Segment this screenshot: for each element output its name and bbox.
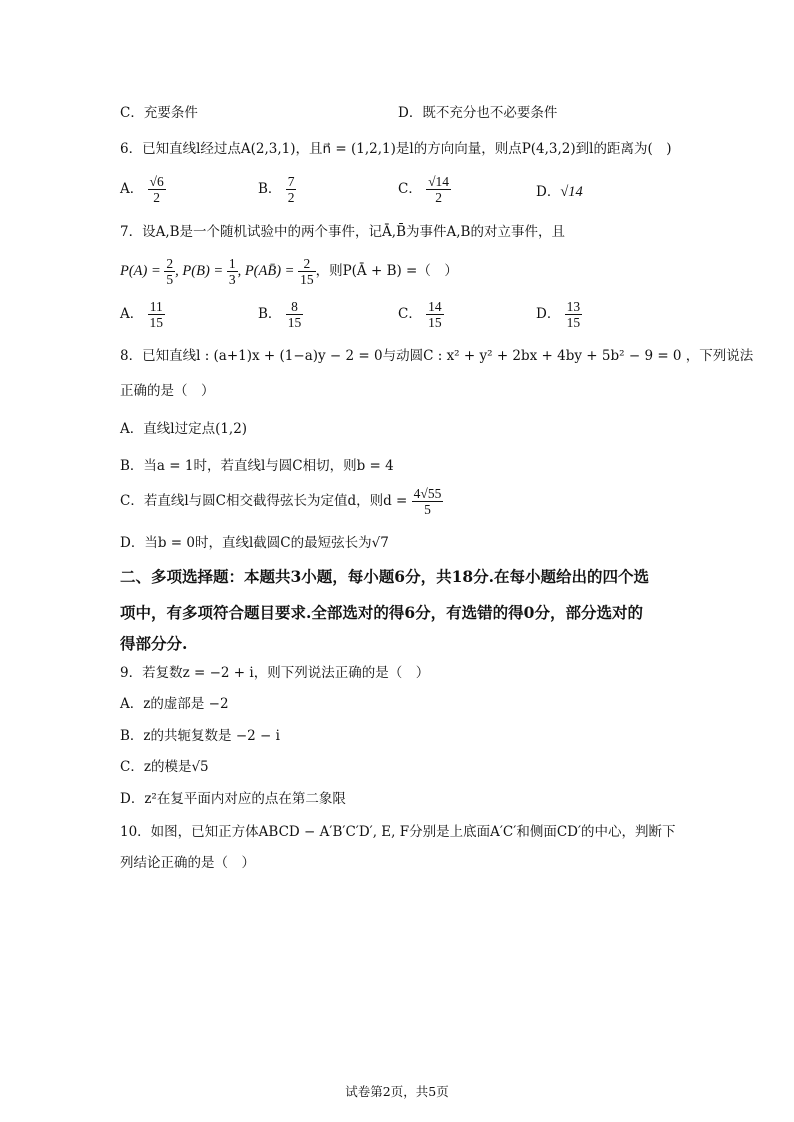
- q7-option-a: [120, 299, 165, 330]
- condition-tail: ，则P(Ā + B) =（ ）: [315, 263, 458, 279]
- q8-option-c: [120, 486, 443, 517]
- q7-option-c: [398, 299, 444, 330]
- denominator: 2: [153, 190, 160, 205]
- q8-option-d: D．当b = 0时，直线l截圆C的最短弦长为√7: [120, 535, 389, 551]
- fraction: [164, 256, 175, 287]
- q6-option-b: [258, 174, 296, 205]
- numerator: 11: [148, 299, 166, 315]
- q9-stem: 9．若复数z = −2 + i，则下列说法正确的是（ ）: [120, 665, 430, 681]
- denominator: 15: [287, 315, 302, 330]
- numerator: √14: [428, 174, 450, 189]
- denominator: 15: [566, 315, 581, 330]
- page-footer: 试卷第2页，共5页: [345, 1084, 449, 1099]
- numerator: 2: [166, 256, 174, 271]
- q6-option-c: [398, 174, 451, 205]
- q8-option-b: B．当a = 1时，若直线l与圆C相切，则b = 4: [120, 458, 394, 474]
- q8-stem-line-1: 8．已知直线l : (a+1)x + (1−a)y − 2 = 0与动圆C : x² + y² + 2bx + 4by + 5b² − 9 = 0 ，下列说法: [120, 348, 754, 364]
- numerator: 7: [287, 174, 295, 189]
- option-label: C．: [398, 181, 422, 197]
- option-label: B．: [258, 181, 282, 197]
- q7-option-d: [536, 299, 582, 330]
- q9-option-c: C．z的模是√5: [120, 759, 209, 775]
- section-heading-line-1: 二、多项选择题：本题共3小题，每小题6分，共18分.在每小题给出的四个选: [120, 567, 650, 586]
- fraction: [565, 299, 583, 330]
- q7-stem: 7．设A,B是一个随机试验中的两个事件，记Ā,B̄为事件A,B的对立事件，且: [120, 224, 565, 240]
- option-value: √14: [560, 184, 583, 200]
- q10-stem-line-1: 10．如图，已知正方体ABCD − A′B′C′D′, E, F分别是上底面A′C′和侧面CD′的中心，判断下: [120, 824, 676, 840]
- option-text: C．若直线l与圆C相交截得弦长为定值d，则d =: [120, 493, 412, 509]
- math-text: , P(AB̄) =: [237, 263, 299, 279]
- q5-option-c: C．充要条件: [120, 105, 198, 121]
- q7-condition: [120, 256, 458, 287]
- q9-option-a: A．z的虚部是 −2: [120, 696, 229, 712]
- numerator: 8: [286, 299, 304, 315]
- fraction: [426, 174, 451, 205]
- numerator: 14: [428, 299, 442, 314]
- denominator: 15: [428, 315, 442, 330]
- option-label: A．: [120, 181, 144, 197]
- fraction: [148, 299, 166, 330]
- numerator: √6: [149, 174, 164, 189]
- option-label: A．: [120, 306, 144, 322]
- option-label: B．: [258, 306, 282, 322]
- option-label: C．: [398, 306, 422, 322]
- q6-option-d: [536, 182, 583, 202]
- section-heading-line-3: 得部分分.: [120, 634, 188, 653]
- denominator: 3: [228, 272, 236, 287]
- q10-stem-line-2: 列结论正确的是（ ）: [120, 855, 255, 871]
- q7-option-b: [258, 299, 303, 330]
- fraction: [426, 299, 444, 330]
- math-text: , P(B) =: [175, 263, 227, 279]
- denominator: 2: [287, 190, 295, 205]
- denominator: 5: [166, 272, 174, 287]
- denominator: 5: [424, 502, 431, 517]
- q9-option-d: D．z²在复平面内对应的点在第二象限: [120, 791, 346, 807]
- fraction: [148, 174, 166, 205]
- fraction: [298, 256, 316, 287]
- option-label: D．: [536, 184, 561, 200]
- option-label: D．: [536, 306, 561, 322]
- section-heading-line-2: 项中，有多项符合题目要求.全部选对的得6分，有选错的得0分，部分选对的: [120, 603, 643, 622]
- denominator: 15: [149, 315, 164, 330]
- denominator: 2: [435, 190, 442, 205]
- q6-option-a: [120, 174, 166, 205]
- q5-option-d: D．既不充分也不必要条件: [398, 105, 558, 121]
- numerator: 1: [228, 256, 236, 271]
- fraction: [286, 299, 304, 330]
- math-text: P(A) =: [120, 263, 165, 279]
- numerator: 4√55: [413, 486, 442, 501]
- fraction: [286, 174, 297, 205]
- q8-option-a: A．直线l过定点(1,2): [120, 421, 248, 437]
- numerator: 2: [298, 256, 316, 272]
- fraction: [412, 486, 444, 517]
- denominator: 15: [300, 272, 314, 287]
- numerator: 13: [566, 299, 581, 314]
- q8-stem-line-2: 正确的是（ ）: [120, 383, 215, 399]
- fraction: [227, 256, 238, 287]
- q9-option-b: B．z的共轭复数是 −2 − i: [120, 728, 280, 744]
- q6-stem: 6．已知直线l经过点A(2,3,1)，且n⃗ = (1,2,1)是l的方向向量，则点P(4,3,2)到l的距离为( ): [120, 141, 672, 157]
